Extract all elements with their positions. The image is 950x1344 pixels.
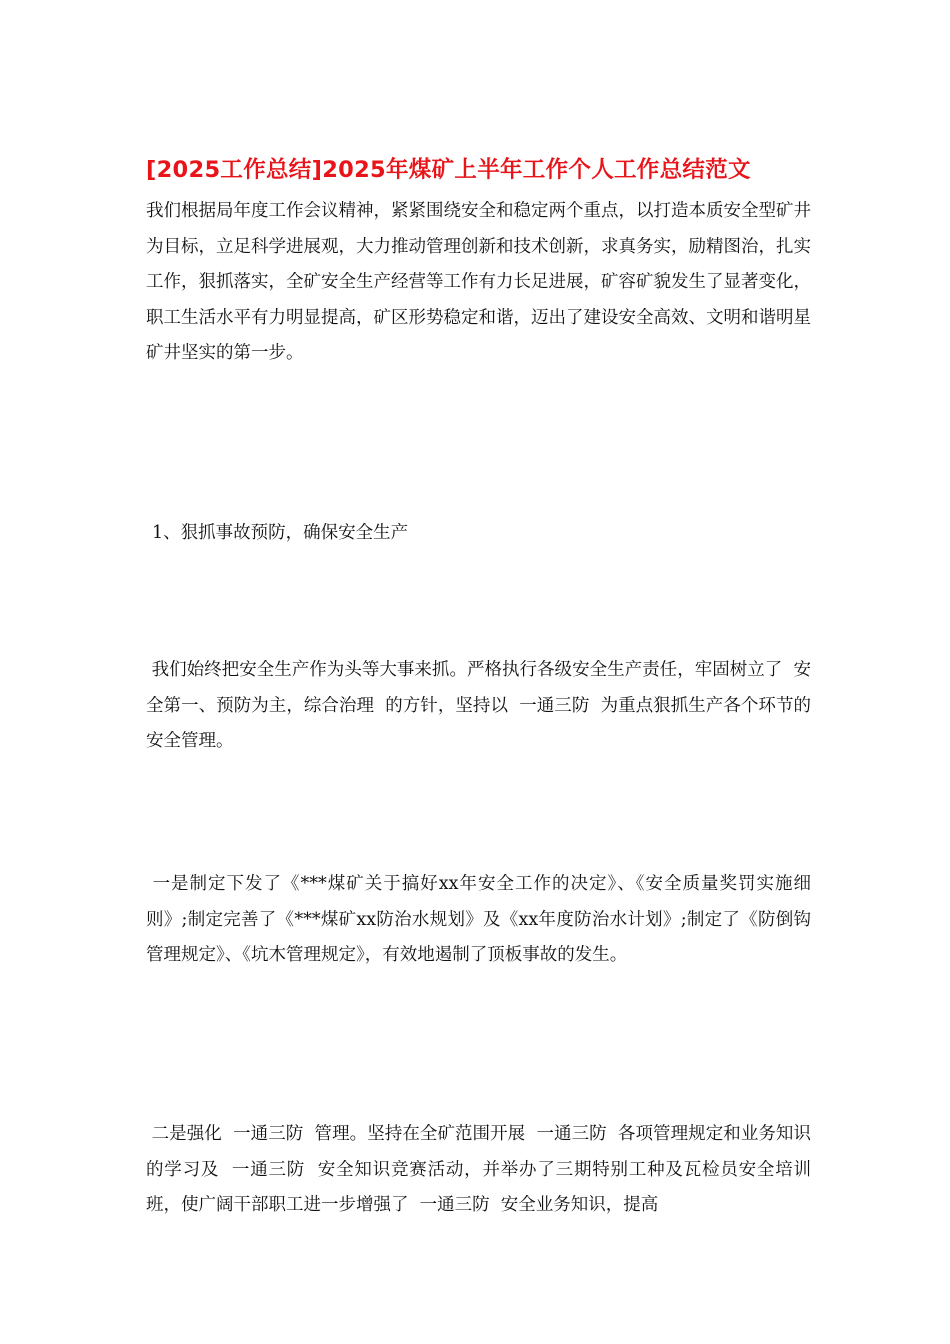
item-two-paragraph: 二是强化 一通三防 管理。坚持在全矿范围开展 一通三防 各项管理规定和业务知识的学习及 一通三防 安全知识竞赛活动，并举办了三期特别工种及瓦检员安全培训班，使广阔干部职工进一步增强了 一通三防 安全业务知识，提高 bbox=[146, 1124, 811, 1215]
section-heading: 1、狠抓事故预防，确保安全生产 bbox=[152, 523, 409, 543]
intro-paragraph: 我们根据局年度工作会议精神，紧紧围绕安全和稳定两个重点，以打造本质安全型矿井为目标，立足科学进展观，大力推动管理创新和技术创新，求真务实，励精图治，扎实工作，狠抓落实，全矿安全生产经营等工作有力长足进展，矿容矿貌发生了显著变化，职工生活水平有力明显提高，矿区形势稳定和谐，迈出了建设安全高效、文明和谐明星矿井坚实的第一步。 bbox=[146, 201, 811, 363]
item-one-paragraph: 一是制定下发了《***煤矿关于搞好xx年安全工作的决定》、《安全质量奖罚实施细则》;制定完善了《***煤矿xx防治水规划》及《xx年度防治水计划》;制定了《防倒钩管理规定》、《坑木管理规定》，有效地遏制了顶板事故的发生。 bbox=[146, 874, 811, 965]
document-title: [2025工作总结]2025年煤矿上半年工作个人工作总结范文 bbox=[146, 157, 751, 183]
section-paragraph: 我们始终把安全生产作为头等大事来抓。严格执行各级安全生产责任，牢固树立了 安全第一、预防为主，综合治理 的方针，坚持以 一通三防 为重点狠抓生产各个环节的安全管理。 bbox=[146, 660, 811, 751]
